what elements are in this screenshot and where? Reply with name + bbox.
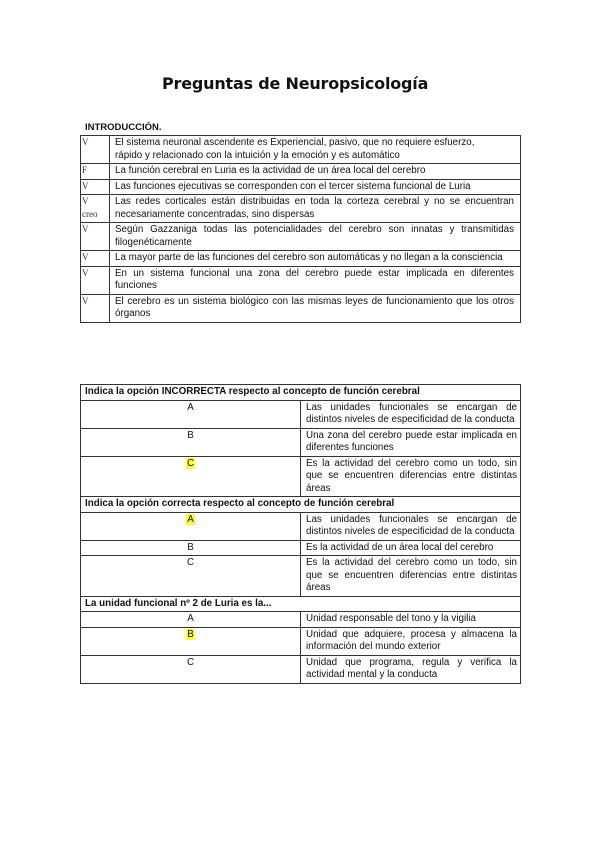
question-header: Indica la opción INCORRECTA respecto al concepto de función cerebral	[81, 385, 521, 401]
option-text: Unidad que programa, regula y verifica la actividad mental y la conducta	[301, 655, 521, 683]
multiple-choice-table	[80, 384, 521, 684]
option-row	[81, 556, 521, 597]
option-row	[81, 512, 521, 540]
answer-cell: V creo	[81, 195, 110, 223]
option-letter-cell	[81, 512, 301, 540]
option-text: Es la actividad del cerebro como un todo, sin que se encuentren diferencias entre distintas áreas	[301, 556, 521, 597]
statement-cell: El sistema neuronal ascendente es Experiencial, pasivo, que no requiere esfuerzo, rápido y relacionado con la intuición y la emoción y es automático	[110, 136, 521, 164]
table-row	[81, 294, 521, 322]
option-letter: C	[81, 556, 301, 597]
table-row	[81, 223, 521, 251]
option-row	[81, 627, 521, 655]
option-letter: A	[81, 400, 301, 428]
question-header: Indica la opción correcta respecto al concepto de función cerebral	[81, 497, 521, 513]
statement-cell: Las redes corticales están distribuidas en toda la corteza cerebral y no se encuentran necesariamente concentradas, sino dispersas	[110, 195, 521, 223]
option-row	[81, 540, 521, 556]
option-letter-cell	[81, 456, 301, 497]
question-header: La unidad funcional nº 2 de Luria es la...	[81, 596, 521, 612]
answer-cell: F	[81, 164, 110, 180]
option-letter: B	[81, 428, 301, 456]
statement-cell: En un sistema funcional una zona del cerebro puede estar implicada en diferentes funciones	[110, 266, 521, 294]
question-header-row	[81, 497, 521, 513]
option-row	[81, 428, 521, 456]
statement-cell: La mayor parte de las funciones del cerebro son automáticas y no llegan a la consciencia	[110, 251, 521, 267]
option-row	[81, 612, 521, 628]
option-text: Es la actividad del cerebro como un todo, sin que se encuentren diferencias entre distintas áreas	[301, 456, 521, 497]
answer-cell: V	[81, 223, 110, 251]
option-text: Unidad que adquiere, procesa y almacena la información del mundo exterior	[301, 627, 521, 655]
option-letter: A	[81, 612, 301, 628]
option-row	[81, 400, 521, 428]
table-row	[81, 136, 521, 164]
option-text: Una zona del cerebro puede estar implicada en diferentes funciones	[301, 428, 521, 456]
option-row	[81, 655, 521, 683]
answer-cell: V	[81, 136, 110, 164]
option-text: Es la actividad de un área local del cerebro	[301, 540, 521, 556]
table-row	[81, 251, 521, 267]
table-row	[81, 266, 521, 294]
option-text: Las unidades funcionales se encargan de distintos niveles de especificidad de la conducta	[301, 512, 521, 540]
answer-cell: V	[81, 294, 110, 322]
page-title: Preguntas de Neuropsicología	[162, 74, 429, 93]
highlighted-answer-letter: A	[187, 513, 194, 525]
statement-cell: Las funciones ejecutivas se corresponden con el tercer sistema funcional de Luria	[110, 179, 521, 195]
option-letter-cell	[81, 627, 301, 655]
statement-cell: La función cerebral en Luria es la actividad de un área local del cerebro	[110, 164, 521, 180]
option-text: Las unidades funcionales se encargan de distintos niveles de especificidad de la conducta	[301, 400, 521, 428]
answer-cell: V	[81, 251, 110, 267]
section-heading: INTRODUCCIÓN.	[85, 122, 162, 133]
option-letter: B	[81, 540, 301, 556]
option-text: Unidad responsable del tono y la vigilia	[301, 612, 521, 628]
table-row	[81, 164, 521, 180]
table-row	[81, 195, 521, 223]
question-header-row	[81, 385, 521, 401]
statement-cell: Según Gazzaniga todas las potencialidades del cerebro son innatas y transmitidas filogenéticamente	[110, 223, 521, 251]
highlighted-answer-letter: C	[186, 457, 195, 469]
highlighted-answer-letter: B	[187, 628, 194, 640]
option-row	[81, 456, 521, 497]
statement-cell: El cerebro es un sistema biológico con las mismas leyes de funcionamiento que los otros órganos	[110, 294, 521, 322]
table-row	[81, 179, 521, 195]
answer-cell: V	[81, 266, 110, 294]
question-header-row	[81, 596, 521, 612]
true-false-table	[80, 135, 521, 323]
option-letter: C	[81, 655, 301, 683]
answer-cell: V	[81, 179, 110, 195]
